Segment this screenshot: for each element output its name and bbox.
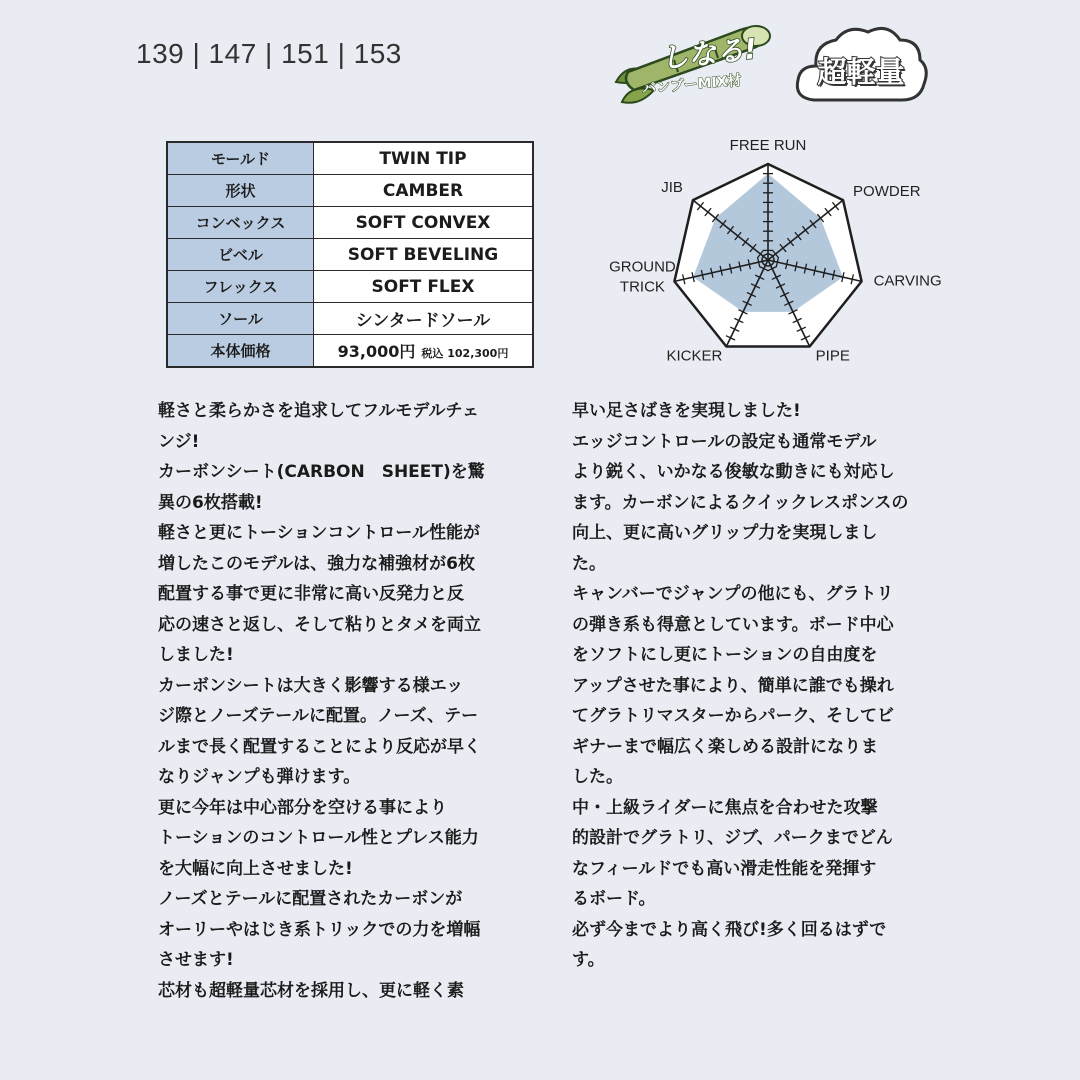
description-line: カーボンシートは大きく影響する様エッ bbox=[158, 675, 464, 696]
ultralight-badge bbox=[792, 22, 930, 108]
description-line: 更に今年は中心部分を空ける事により bbox=[158, 797, 447, 818]
description-line: カーボンシート(CARBON SHEET)を驚 bbox=[158, 462, 485, 482]
bamboo-mix-badge bbox=[608, 20, 776, 108]
description-line: なりジャンプも弾けます。 bbox=[158, 767, 361, 787]
description-line: ンジ! bbox=[158, 431, 200, 452]
bamboo-badge-subtitle: バンブーMIX材 bbox=[641, 72, 743, 98]
description-line: した。 bbox=[572, 767, 623, 787]
description-line: 的設計でグラトリ、ジブ、パークまでどん bbox=[572, 828, 893, 848]
description-line: 配置する事で更に非常に高い反発力と反 bbox=[158, 584, 464, 604]
spec-value: SOFT CONVEX bbox=[314, 207, 534, 239]
radar-axis-label: PIPE bbox=[815, 347, 850, 365]
price-row bbox=[167, 335, 533, 368]
description-line: た。 bbox=[572, 553, 606, 574]
spec-row bbox=[167, 239, 533, 271]
description-line: しました! bbox=[158, 645, 234, 665]
description-right-column bbox=[572, 396, 908, 976]
description-line: させます! bbox=[158, 950, 234, 970]
description-line: 早い足さばきを実現しました! bbox=[572, 401, 801, 421]
description-line: 軽さと更にトーションコントロール性能が bbox=[158, 523, 480, 543]
spec-key: コンベックス bbox=[167, 207, 314, 239]
description-line: 必ず今までより高く飛び!多く回るはずで bbox=[572, 919, 887, 940]
spec-row bbox=[167, 175, 533, 207]
description-line: るボード。 bbox=[572, 889, 656, 909]
price-value-cell bbox=[314, 335, 534, 368]
spec-row bbox=[167, 303, 533, 335]
spec-value: SOFT BEVELING bbox=[314, 239, 534, 271]
description-line: オーリーやはじき系トリックでの力を増幅 bbox=[158, 919, 481, 940]
description-line: エッジコントロールの設定も通常モデル bbox=[572, 431, 877, 452]
description-line: 異の6枚搭載! bbox=[158, 492, 263, 513]
spec-value: CAMBER bbox=[314, 175, 534, 207]
bamboo-badge-title: しなる! bbox=[658, 32, 759, 75]
spec-row bbox=[167, 271, 533, 303]
description-line: ジ際とノーズテールに配置。ノーズ、テー bbox=[158, 706, 479, 726]
description-line: ます。カーボンによるクイックレスポンスの bbox=[572, 492, 909, 513]
performance-radar-chart bbox=[590, 140, 950, 380]
description-line: なフィールドでも高い滑走性能を発揮す bbox=[572, 858, 877, 879]
spec-key: ビベル bbox=[167, 239, 314, 271]
price-key: 本体価格 bbox=[167, 335, 314, 368]
ultralight-badge-label: 超軽量 bbox=[817, 55, 905, 89]
description-line: 応の速さと返し、そして粘りとタメを両立 bbox=[158, 614, 481, 635]
description-line: ギナーまで幅広く楽しめる設計になりま bbox=[572, 736, 878, 757]
radar-axis-label-line: GROUND bbox=[609, 258, 676, 276]
description-line: アップさせた事により、簡単に誰でも操れ bbox=[572, 675, 894, 696]
description-line: 芯材も超軽量芯材を採用し、更に軽く素 bbox=[158, 980, 464, 1001]
radar-axis-label-line: TRICK bbox=[619, 278, 665, 296]
radar-axis-label: KICKER bbox=[666, 347, 723, 365]
description-line: の弾き系も得意としています。ボード中心 bbox=[572, 614, 894, 635]
spec-row bbox=[167, 142, 533, 175]
radar-axis-label: POWDER bbox=[853, 183, 921, 201]
description-left-column bbox=[158, 396, 485, 1006]
price-value: 93,000円 bbox=[337, 342, 416, 361]
description-line: ルまで長く配置することにより反応が早く bbox=[158, 736, 481, 757]
radar-axis-label: CARVING bbox=[873, 272, 942, 290]
description-line: 軽さと柔らかさを追求してフルモデルチェ bbox=[158, 401, 479, 421]
spec-value: TWIN TIP bbox=[314, 142, 534, 175]
description-line: キャンバーでジャンプの他にも、グラトリ bbox=[572, 584, 894, 604]
description-line: てグラトリマスターからパーク、そしてビ bbox=[572, 706, 894, 726]
description-line: より鋭く、いかなる俊敏な動きにも対応し bbox=[572, 462, 895, 482]
spec-key: フレックス bbox=[167, 271, 314, 303]
description-line: ノーズとテールに配置されたカーボンが bbox=[158, 889, 463, 909]
radar-axis-label bbox=[609, 258, 676, 295]
description-line: 増したこのモデルは、強力な補強材が6枚 bbox=[158, 553, 475, 574]
radar-axis-label: FREE RUN bbox=[729, 140, 807, 154]
description-line: をソフトにし更にトーションの自由度を bbox=[572, 645, 878, 665]
price-tax-included: 税込 102,300円 bbox=[421, 347, 509, 360]
spec-key: 形状 bbox=[167, 175, 314, 207]
spec-table bbox=[166, 141, 534, 368]
spec-value: シンタードソール bbox=[314, 303, 534, 335]
description-line: 中・上級ライダーに焦点を合わせた攻撃 bbox=[572, 797, 878, 818]
spec-row bbox=[167, 207, 533, 239]
description-line: 向上、更に高いグリップ力を実現しまし bbox=[572, 523, 878, 543]
spec-key: ソール bbox=[167, 303, 314, 335]
spec-key: モールド bbox=[167, 142, 314, 175]
description-line: す。 bbox=[572, 950, 605, 970]
radar-axis-label: JIB bbox=[661, 179, 683, 197]
board-sizes: 139 | 147 | 151 | 153 bbox=[136, 38, 402, 69]
description-line: を大幅に向上させました! bbox=[158, 858, 353, 879]
description-line: トーションのコントロール性とプレス能力 bbox=[158, 828, 479, 848]
spec-value: SOFT FLEX bbox=[314, 271, 534, 303]
